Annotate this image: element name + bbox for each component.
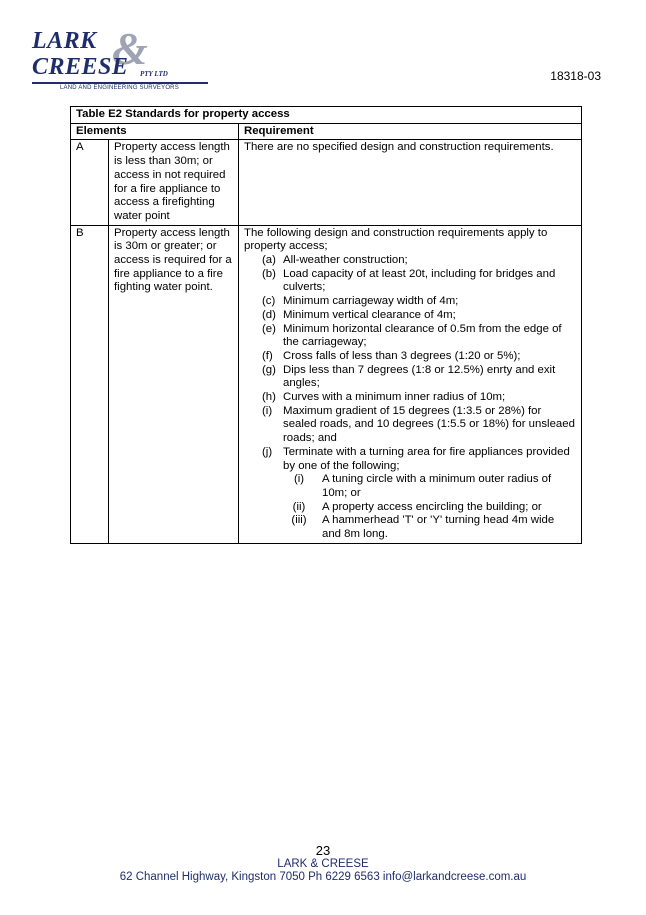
footer-company: LARK & CREESE bbox=[277, 858, 369, 870]
list-item bbox=[244, 364, 576, 391]
sublist-item-text: A property access encircling the building; or bbox=[322, 500, 542, 513]
list-item-text: Minimum vertical clearance of 4m; bbox=[283, 308, 456, 321]
table-header-row bbox=[71, 123, 582, 140]
table-caption-row bbox=[71, 107, 582, 124]
column-header-elements: Elements bbox=[71, 123, 239, 140]
sublist-item bbox=[244, 501, 576, 515]
row-requirement: There are no specified design and construction requirements. bbox=[239, 140, 582, 225]
list-item bbox=[244, 446, 576, 473]
table-row bbox=[71, 225, 582, 543]
list-item-text: All-weather construction; bbox=[283, 254, 408, 267]
list-item-label: (d) bbox=[262, 308, 276, 321]
list-item bbox=[244, 350, 576, 364]
sublist-item-text: A hammerhead 'T' or 'Y' turning head 4m wide and 8m long. bbox=[322, 514, 555, 541]
standards-table bbox=[70, 106, 582, 544]
list-item-label: (f) bbox=[262, 349, 273, 362]
list-item-label: (j) bbox=[262, 445, 273, 458]
list-item-label: (c) bbox=[262, 295, 276, 308]
list-item-label: (i) bbox=[262, 404, 273, 417]
logo-word-creese: CREESE bbox=[32, 54, 129, 80]
table-caption: Table E2 Standards for property access bbox=[71, 107, 582, 124]
list-item-label: (b) bbox=[262, 267, 276, 280]
list-item-text: Curves with a minimum inner radius of 10m; bbox=[283, 391, 506, 404]
list-item-text: Dips less than 7 degrees (1:8 or 12.5%) enrty and exit angles; bbox=[283, 363, 556, 390]
list-item-text: Terminate with a turning area for fire appliances provided by one of the following; bbox=[283, 445, 570, 472]
row-id: B bbox=[71, 225, 109, 543]
list-item-label: (e) bbox=[262, 322, 276, 335]
logo-pty-ltd: PTY LTD bbox=[140, 70, 168, 78]
list-item bbox=[244, 268, 576, 295]
requirement-list bbox=[244, 254, 576, 473]
list-item bbox=[244, 309, 576, 323]
row-element: Property access length is 30m or greater; or access is required for a fire appliance to a fire fighting water point. bbox=[109, 225, 239, 543]
list-item bbox=[244, 391, 576, 405]
logo-word-lark: LARK bbox=[32, 28, 97, 54]
logo-tagline: LAND AND ENGINEERING SURVEYORS bbox=[60, 85, 179, 91]
list-item bbox=[244, 295, 576, 309]
list-item bbox=[244, 323, 576, 350]
sublist-item bbox=[244, 514, 576, 541]
list-item-text: Maximum gradient of 15 degrees (1:3.5 or 28%) for sealed roads, and 10 degrees (1:5.5 or 18%) for unsleaed roads; and bbox=[283, 404, 575, 445]
footer-address: 62 Channel Highway, Kingston 7050 Ph 6229 6563 info@larkandcreese.com.au bbox=[119, 871, 527, 883]
list-item-label: (h) bbox=[262, 391, 276, 404]
logo-ampersand: & bbox=[112, 23, 148, 74]
row-element: Property access length is less than 30m; or access in not required for a fire appliance to access a firefighting water point bbox=[109, 140, 239, 225]
row-requirement bbox=[239, 225, 582, 543]
column-header-requirement: Requirement bbox=[239, 123, 582, 140]
list-item-text: Load capacity of at least 20t, including for bridges and culverts; bbox=[283, 267, 556, 294]
sublist-item-text: A tuning circle with a minimum outer radius of 10m; or bbox=[322, 473, 552, 499]
requirement-intro: The following design and construction requirements apply to property access; bbox=[244, 226, 548, 253]
list-item-text: Cross falls of less than 3 degrees (1:20 or 5%); bbox=[283, 349, 521, 362]
sublist-item-label: (ii) bbox=[292, 500, 306, 513]
sublist-item bbox=[244, 473, 576, 500]
list-item-text: Minimum carriageway width of 4m; bbox=[283, 295, 459, 308]
row-id: A bbox=[71, 140, 109, 225]
list-item-label: (a) bbox=[262, 254, 276, 267]
list-item bbox=[244, 405, 576, 446]
list-item-text: Minimum horizontal clearance of 0.5m from the edge of the carriageway; bbox=[283, 322, 562, 349]
logo-underline bbox=[32, 82, 208, 84]
list-item bbox=[244, 254, 576, 268]
sublist-item-label: (iii) bbox=[291, 514, 307, 527]
document-reference: 18318-03 bbox=[550, 69, 601, 83]
page-number: 23 bbox=[315, 843, 331, 858]
table-row bbox=[71, 140, 582, 225]
sublist-item-label: (i) bbox=[293, 473, 305, 486]
turning-area-sublist bbox=[244, 473, 576, 542]
company-logo bbox=[28, 23, 213, 94]
list-item-label: (g) bbox=[262, 363, 276, 376]
